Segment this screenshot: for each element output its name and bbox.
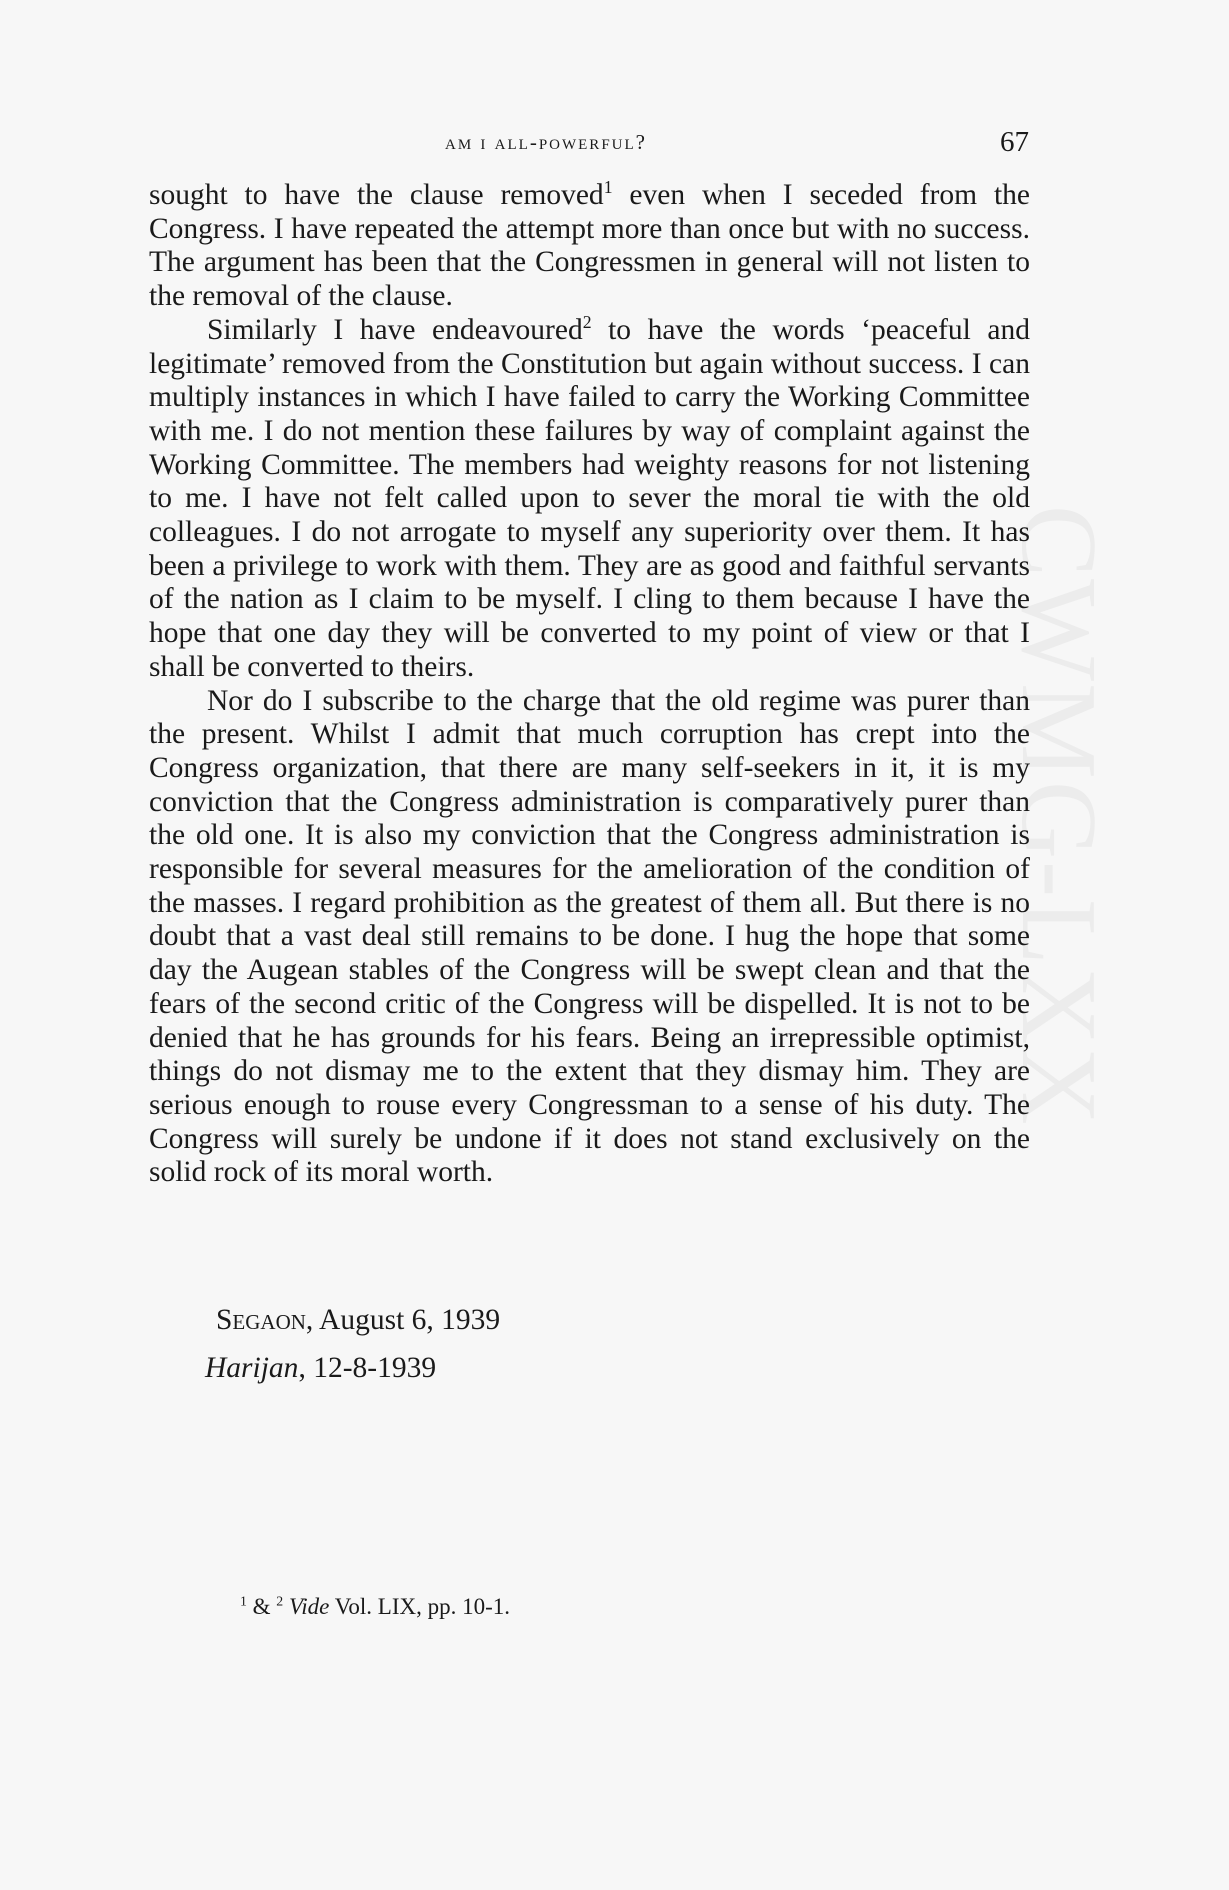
dateline-date: , August 6, 1939 (305, 1304, 501, 1336)
footnote-ref: Vol. LIX, pp. 10-1. (329, 1594, 511, 1619)
paragraph-1 (149, 179, 1030, 314)
footnote-mark-2: 2 (276, 1593, 284, 1609)
paragraph-2-text-b: to have the words ‘peaceful and legitimate’ removed from the Constitution but again without success. I can multiply instances in which I have failed to carry the Working Committee with me. I do not mention these failures by way of complaint against the Working Committee. The members had weighty reasons for not listening to me. I have not felt called upon to sever the moral tie with the old colleagues. I do not arrogate to myself any superiority over them. It has been a privilege to work with them. They are as good and faithful servants of the nation as I claim to be myself. I cling to them because I have the hope that one day they will be converted to my point of view or that I shall be converted to theirs. (149, 313, 1031, 683)
paragraph-2 (149, 311, 1031, 685)
source-publication: Harijan (205, 1352, 299, 1384)
footnote-ref-1: 1 (603, 177, 613, 198)
dateline (216, 1304, 500, 1337)
watermark-text: CWMG-LXX (999, 505, 1118, 1127)
source-citation (205, 1352, 436, 1385)
paragraph-1-text-b: even when I seceded from the Congress. I have repeated the attempt more than once but with no success. The argument has been that the Congressmen in general will not listen to the removal of the clause. (149, 179, 1030, 313)
footnote-amp: & (246, 1594, 277, 1619)
footnote-ref-2: 2 (582, 311, 592, 332)
source-date: , 12-8-1939 (298, 1352, 437, 1384)
footnote (240, 1594, 510, 1620)
page-number: 67 (1000, 126, 1029, 158)
footnote-vide: Vide (288, 1594, 330, 1619)
body-text (149, 179, 1030, 1190)
footnote-mark-1: 1 (240, 1593, 247, 1609)
paragraph-1-text-a: sought to have the clause removed (149, 179, 604, 211)
paragraph-2-text-a: Similarly I have endeavoured (207, 313, 583, 346)
paragraph-3: Nor do I subscribe to the charge that the old regime was purer than the present. Whilst I admit that much corruption has crept into the Congress organization, that there are many self-seekers in it, it is my conviction that the Congress administration is comparatively purer than the old one. It is also my conviction that the Congress administration is responsible for several measures for the amelioration of the condition of the masses. I regard prohibition as the greatest of them all. But there is no doubt that a vast deal still remains to be done. I hug the hope that some day the Augean stables of the Congress will be swept clean and that the fears of the second critic of the Congress will be dispelled. It is not to be denied that he has grounds for his fears. Being an irrepressible optimist, things do not dismay me to the extent that they dismay him. They are serious enough to rouse every Congressman to a sense of his duty. The Congress will surely be undone if it does not stand exclusively on the solid rock of its moral worth. (149, 684, 1030, 1189)
running-head: am i all-powerful? (445, 130, 647, 154)
dateline-place: Segaon (216, 1304, 306, 1336)
